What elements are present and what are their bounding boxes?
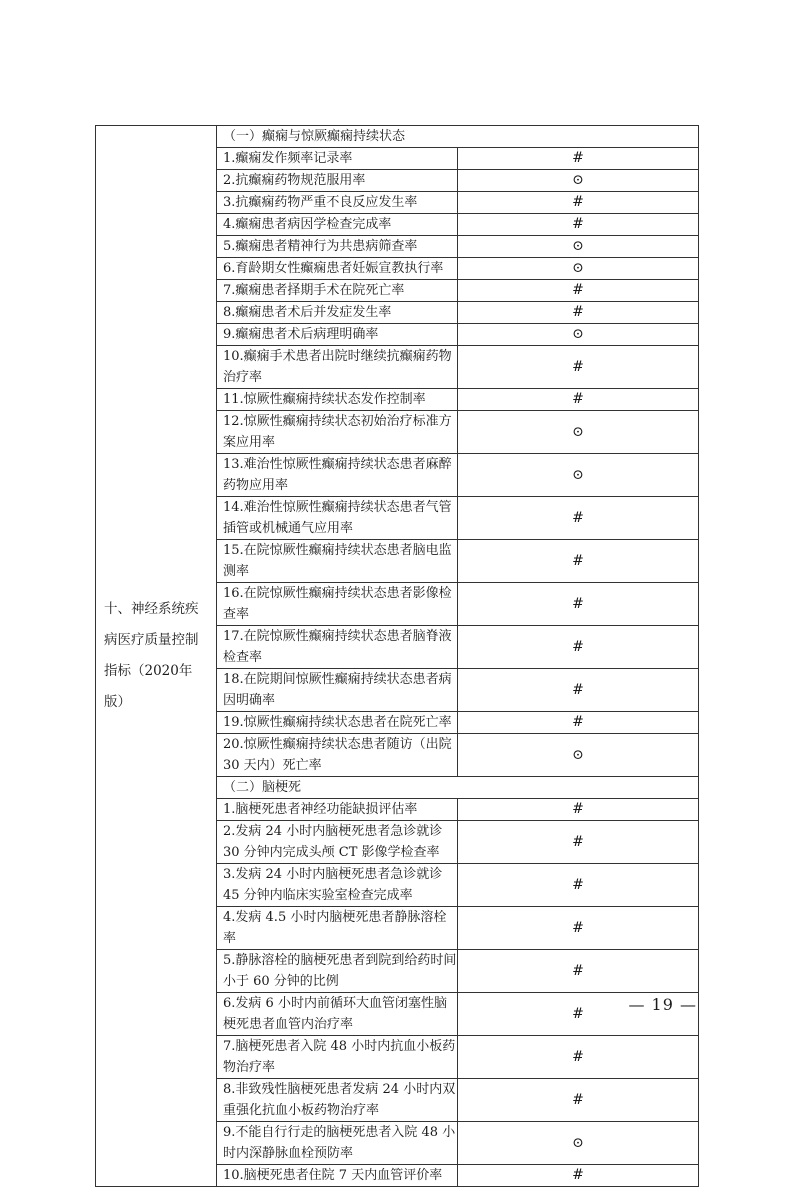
indicator-name: 2.发病 24 小时内脑梗死患者急诊就诊 30 分钟内完成头颅 CT 影像学检查率 [217, 821, 458, 864]
indicator-mark: # [458, 907, 699, 950]
indicator-name: 7.癫痫患者择期手术在院死亡率 [217, 280, 458, 302]
indicator-name: 6.育龄期女性癫痫患者妊娠宣教执行率 [217, 258, 458, 280]
indicator-name: 1.脑梗死患者神经功能缺损评估率 [217, 799, 458, 821]
indicator-mark: # [458, 148, 699, 170]
indicator-name: 3.抗癫痫药物严重不良反应发生率 [217, 192, 458, 214]
indicator-mark: ⊙ [458, 170, 699, 192]
indicator-name: 19.惊厥性癫痫持续状态患者在院死亡率 [217, 712, 458, 734]
indicator-mark: # [458, 540, 699, 583]
indicator-name: 12.惊厥性癫痫持续状态初始治疗标准方案应用率 [217, 411, 458, 454]
indicator-name: 15.在院惊厥性癫痫持续状态患者脑电监测率 [217, 540, 458, 583]
page-number: — 19 — [628, 995, 697, 1014]
indicator-mark: ⊙ [458, 411, 699, 454]
indicator-name: 4.发病 4.5 小时内脑梗死患者静脉溶栓率 [217, 907, 458, 950]
indicator-mark: # [458, 192, 699, 214]
section-title: （一）癫痫与惊厥癫痫持续状态 [217, 126, 699, 148]
indicator-name: 13.难治性惊厥性癫痫持续状态患者麻醉药物应用率 [217, 454, 458, 497]
indicator-mark: # [458, 583, 699, 626]
indicator-mark: # [458, 280, 699, 302]
indicator-mark: # [458, 389, 699, 411]
indicator-name: 9.不能自行行走的脑梗死患者入院 48 小时内深静脉血栓预防率 [217, 1122, 458, 1165]
indicator-name: 5.癫痫患者精神行为共患病筛查率 [217, 236, 458, 258]
indicator-mark: # [458, 346, 699, 389]
indicator-table [95, 125, 699, 1187]
indicator-name: 11.惊厥性癫痫持续状态发作控制率 [217, 389, 458, 411]
indicator-name: 20.惊厥性癫痫持续状态患者随访（出院 30 天内）死亡率 [217, 734, 458, 777]
indicator-name: 6.发病 6 小时内前循环大血管闭塞性脑梗死患者血管内治疗率 [217, 993, 458, 1036]
indicator-mark: # [458, 799, 699, 821]
indicator-mark: ⊙ [458, 236, 699, 258]
section-title: （二）脑梗死 [217, 777, 699, 799]
indicator-mark: # [458, 712, 699, 734]
indicator-name: 1.癫痫发作频率记录率 [217, 148, 458, 170]
indicator-name: 10.脑梗死患者住院 7 天内血管评价率 [217, 1165, 458, 1187]
indicator-mark: ⊙ [458, 1122, 699, 1165]
indicator-mark: # [458, 214, 699, 236]
indicator-mark: # [458, 993, 699, 1036]
indicator-name: 10.癫痫手术患者出院时继续抗癫痫药物治疗率 [217, 346, 458, 389]
indicator-name: 2.抗癫痫药物规范服用率 [217, 170, 458, 192]
indicator-mark: # [458, 950, 699, 993]
indicator-name: 4.癫痫患者病因学检查完成率 [217, 214, 458, 236]
indicator-mark: ⊙ [458, 454, 699, 497]
indicator-name: 9.癫痫患者术后病理明确率 [217, 324, 458, 346]
indicator-name: 17.在院惊厥性癫痫持续状态患者脑脊液检查率 [217, 626, 458, 669]
indicator-name: 14.难治性惊厥性癫痫持续状态患者气管插管或机械通气应用率 [217, 497, 458, 540]
indicator-name: 16.在院惊厥性癫痫持续状态患者影像检查率 [217, 583, 458, 626]
category-cell: 十、神经系统疾病医疗质量控制指标（2020年版） [96, 126, 217, 1187]
indicator-mark: # [458, 302, 699, 324]
indicator-mark: # [458, 497, 699, 540]
indicator-mark: # [458, 1165, 699, 1187]
indicator-mark: ⊙ [458, 734, 699, 777]
indicator-mark: # [458, 864, 699, 907]
indicator-name: 3.发病 24 小时内脑梗死患者急诊就诊 45 分钟内临床实验室检查完成率 [217, 864, 458, 907]
indicator-name: 8.癫痫患者术后并发症发生率 [217, 302, 458, 324]
indicator-mark: # [458, 669, 699, 712]
indicator-name: 7.脑梗死患者入院 48 小时内抗血小板药物治疗率 [217, 1036, 458, 1079]
indicator-name: 18.在院期间惊厥性癫痫持续状态患者病因明确率 [217, 669, 458, 712]
indicator-name: 5.静脉溶栓的脑梗死患者到院到给药时间小于 60 分钟的比例 [217, 950, 458, 993]
indicator-mark: # [458, 1036, 699, 1079]
indicator-mark: # [458, 1079, 699, 1122]
indicator-mark: ⊙ [458, 324, 699, 346]
indicator-mark: ⊙ [458, 258, 699, 280]
indicator-mark: # [458, 626, 699, 669]
indicator-name: 8.非致残性脑梗死患者发病 24 小时内双重强化抗血小板药物治疗率 [217, 1079, 458, 1122]
indicator-mark: # [458, 821, 699, 864]
